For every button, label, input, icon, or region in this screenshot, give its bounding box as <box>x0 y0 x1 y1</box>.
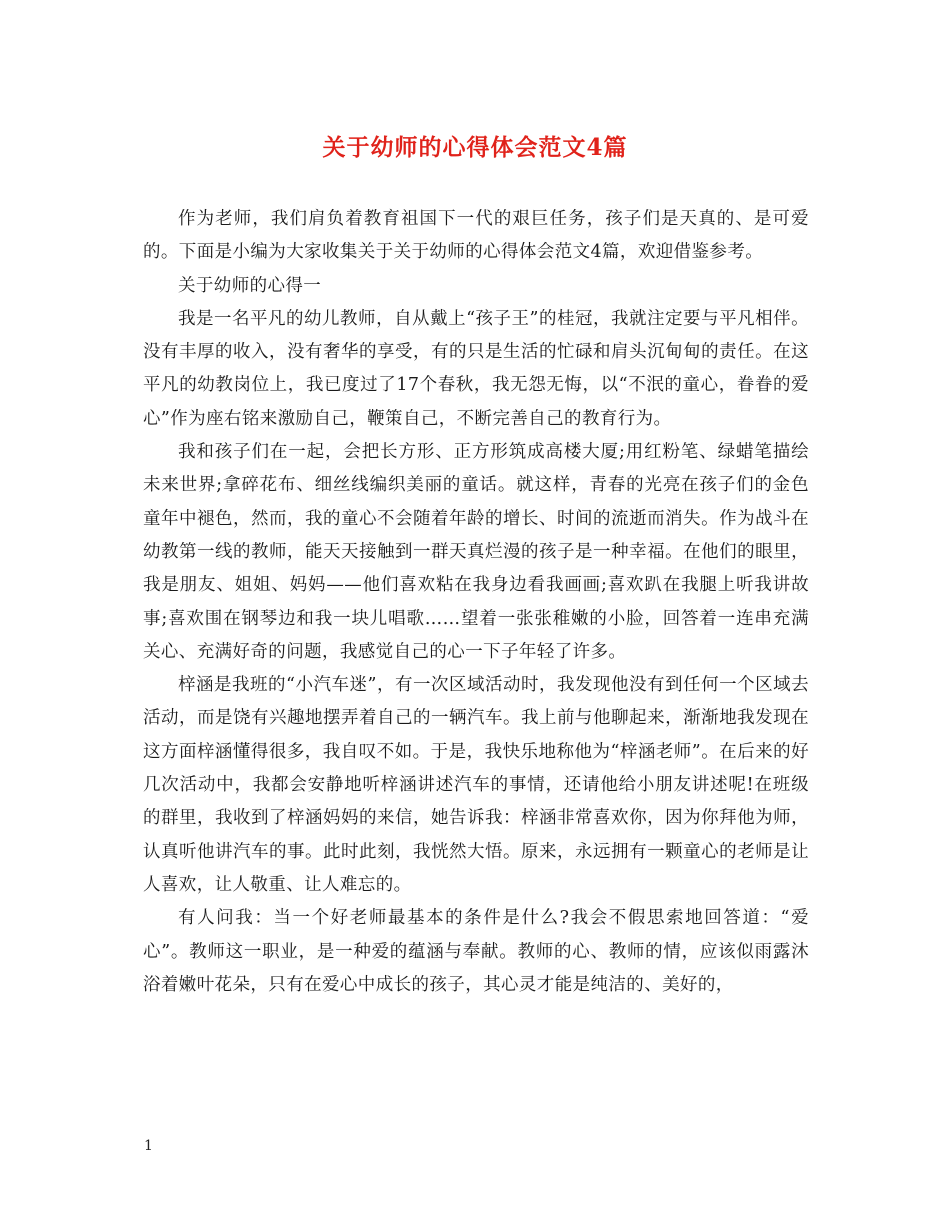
document-body <box>143 203 809 1002</box>
page-number: 1 <box>144 1138 153 1154</box>
section-heading: 关于幼师的心得一 <box>178 275 322 296</box>
intro-paragraph: 作为老师，我们肩负着教育祖国下一代的艰巨任务，孩子们是天真的、是可爱的。下面是小编为大家收集关于关于幼师的心得体会范文4篇，欢迎借鉴参考。 <box>143 209 809 263</box>
body-paragraph: 我和孩子们在一起，会把长方形、正方形筑成高楼大厦;用红粉笔、绿蜡笔描绘未来世界;拿碎花布、细丝线编织美丽的童话。就这样，青春的光亮在孩子们的金色童年中褪色，然而，我的童心不会随着年龄的增长、时间的流逝而消失。作为战斗在幼教第一线的教师，能天天接触到一群天真烂漫的孩子是一种幸福。在他们的眼里，我是朋友、姐姐、妈妈——他们喜欢粘在我身边看我画画;喜欢趴在我腿上听我讲故事;喜欢围在钢琴边和我一块儿唱歌……望着一张张稚嫩的小脸，回答着一连串充满关心、充满好奇的问题，我感觉自己的心一下子年轻了许多。 <box>143 442 809 662</box>
body-paragraph: 我是一名平凡的幼儿教师，自从戴上“孩子王”的桂冠，我就注定要与平凡相伴。没有丰厚的收入，没有奢华的享受，有的只是生活的忙碌和肩头沉甸甸的责任。在这平凡的幼教岗位上，我已度过了17个春秋，我无怨无悔，以“不泯的童心，眷眷的爱心”作为座右铭来激励自己，鞭策自己，不断完善自己的教育行为。 <box>143 308 809 429</box>
body-paragraph: 有人问我：当一个好老师最基本的条件是什么?我会不假思索地回答道：“爱心”。教师这一职业，是一种爱的蕴涵与奉献。教师的心、教师的情，应该似雨露沐浴着嫩叶花朵，只有在爱心中成长的孩子，其心灵才能是纯洁的、美好的， <box>143 908 809 995</box>
body-paragraph: 梓涵是我班的“小汽车迷”，有一次区域活动时，我发现他没有到任何一个区域去活动，而是饶有兴趣地摆弄着自己的一辆汽车。我上前与他聊起来，渐渐地我发现在这方面梓涵懂得很多，我自叹不如。于是，我快乐地称他为“梓涵老师”。在后来的好几次活动中，我都会安静地听梓涵讲述汽车的事情，还请他给小朋友讲述呢!在班级的群里，我收到了梓涵妈妈的来信，她告诉我：梓涵非常喜欢你，因为你拜他为师，认真听他讲汽车的事。此时此刻，我恍然大悟。原来，永远拥有一颗童心的老师是让人喜欢，让人敬重、让人难忘的。 <box>143 675 809 895</box>
document-title: 关于幼师的心得体会范文4篇 <box>322 134 628 161</box>
